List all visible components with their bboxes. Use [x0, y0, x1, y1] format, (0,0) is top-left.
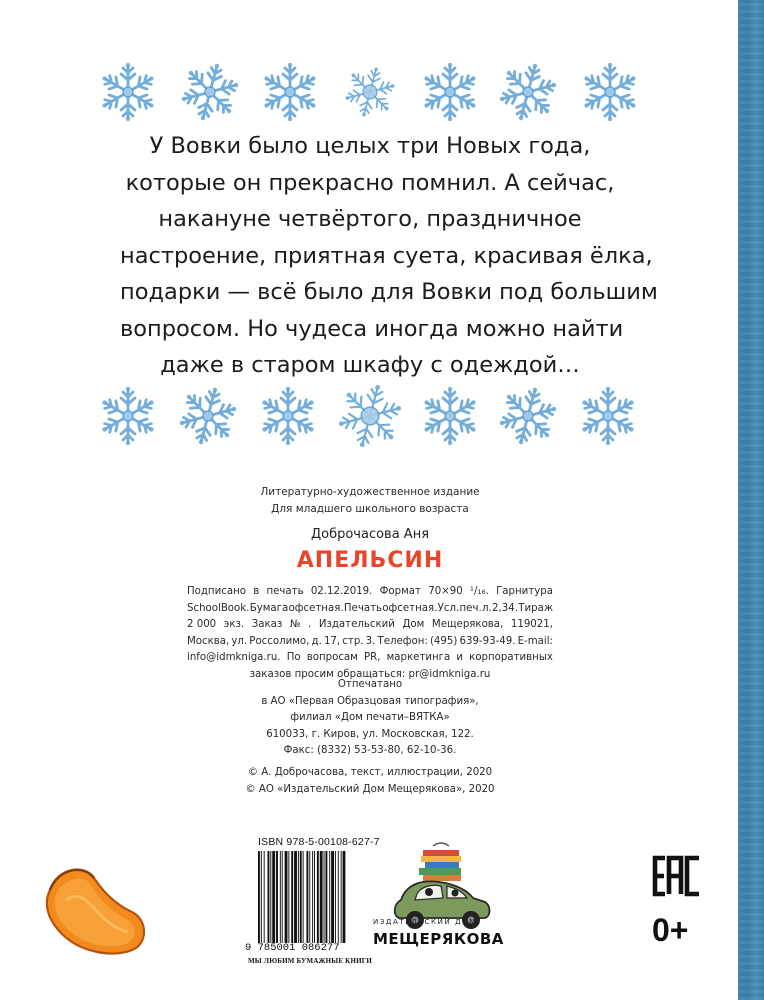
copyright-block	[200, 765, 540, 798]
imprint-word: Гарнитура	[496, 586, 553, 597]
barcode-bar	[306, 851, 308, 943]
imprint-word: стр.	[342, 635, 364, 647]
imprint-line	[187, 584, 553, 601]
imprint-word: Телефон:	[377, 635, 428, 647]
publisher-subtitle: ИЗДАТЕЛЬСКИЙ ДОМ	[373, 918, 477, 926]
blurb-line: которые он прекрасно помнил. А сейчас,	[125, 169, 615, 196]
imprint-word: 17,	[323, 635, 341, 647]
blurb-line: подарки — всё было для Вовки под большим	[120, 279, 658, 305]
spine-texture	[738, 0, 764, 1000]
copyright-line: © АО «Издательский Дом Мещерякова», 2020	[245, 783, 495, 795]
imprint-word: Заказ	[251, 619, 283, 631]
imprint-word: 3.	[365, 635, 376, 647]
slogan: МЫ ЛЮБИМ БУМАЖНЫЕ КНИГИ	[247, 957, 373, 965]
imprint-word: ¹/₁₆.	[469, 586, 489, 597]
barcode-bar	[258, 851, 260, 943]
age-rating: 0+	[652, 912, 689, 948]
barcode-bar	[343, 851, 346, 943]
snowflake-icon	[420, 386, 480, 446]
imprint-word: (495)	[429, 635, 458, 647]
author-name: Доброчасова Аня	[310, 527, 430, 542]
imprint-word: 2,34.	[492, 602, 518, 614]
imprint-word: офсетная.	[288, 602, 344, 614]
isbn-label: ISBN 978-5-00108-627-7	[258, 836, 380, 848]
imprint-word: офсетная.	[382, 602, 438, 614]
imprint-word: 70×90	[428, 586, 463, 597]
snowflake-icon	[498, 386, 558, 446]
snowflake-icon	[498, 62, 558, 122]
barcode-bar	[325, 851, 327, 943]
imprint-word: экз.	[223, 619, 245, 631]
imprint-word: заказов просим обращаться: pr@idmkniga.ru	[249, 668, 491, 680]
snowflake-icon	[98, 62, 158, 122]
barcode-bar	[285, 851, 288, 943]
imprint-word: 2 000	[187, 619, 217, 631]
blurb-line: настроение, приятная суета, красивая ёлка,	[120, 242, 653, 269]
barcode-bar	[276, 851, 278, 943]
snowflake-icon	[337, 383, 403, 449]
barcode-bar	[280, 851, 281, 943]
imprint-word: в	[253, 586, 260, 597]
printer-info	[200, 677, 540, 760]
imprint-block	[187, 584, 553, 684]
imprint-word: .	[308, 619, 312, 631]
printer-line: 610033, г. Киров, ул. Московская, 122.	[266, 728, 474, 740]
printer-line: Отпечатано	[337, 679, 403, 690]
publisher-name: МЕЩЕРЯКОВА	[373, 930, 504, 948]
snowflake-icon	[98, 386, 158, 446]
imprint-word: 119021,	[510, 619, 553, 631]
barcode-bar	[314, 851, 315, 943]
imprint-line	[187, 650, 553, 667]
barcode	[258, 851, 371, 943]
imprint-word: 02.12.2019.	[310, 586, 373, 597]
barcode-bar	[288, 851, 289, 943]
barcode-bar	[261, 851, 262, 943]
printer-line: Факс: (8332) 53-53-80, 62-10-36.	[283, 745, 457, 756]
barcode-bar	[303, 851, 304, 943]
imprint-line	[187, 601, 553, 618]
barcode-bar	[268, 851, 270, 943]
imprint-word: л.	[482, 602, 492, 614]
barcode-bar	[320, 851, 323, 943]
imprint-word: печ.	[459, 602, 482, 614]
blurb-line: даже в старом шкафу с одеждой…	[160, 352, 580, 378]
snowflake-icon	[258, 386, 318, 446]
barcode-bar	[335, 851, 336, 943]
imprint-word: маркетинга	[386, 652, 451, 664]
imprint-line	[187, 617, 553, 634]
edition-type: Литературно-художественное издание	[260, 486, 480, 498]
imprint-word: Подписано	[187, 586, 246, 597]
imprint-word: PR,	[364, 652, 381, 664]
barcode-bar	[309, 851, 310, 943]
printer-line: филиал «Дом печати–ВЯТКА»	[290, 712, 450, 723]
blurb-line: У Вовки было целых три Новых года,	[149, 133, 591, 159]
imprint-word: №	[289, 619, 301, 631]
barcode-bar	[264, 851, 265, 943]
snowflake-icon	[578, 386, 638, 446]
barcode-bar	[341, 851, 342, 943]
imprint-word: info@idmkniga.ru.	[187, 652, 281, 664]
barcode-bar	[312, 851, 313, 943]
barcode-bar	[291, 851, 293, 943]
imprint-word: Тираж	[518, 602, 553, 614]
imprint-word: корпоративных	[469, 652, 553, 664]
imprint-line	[187, 634, 553, 651]
imprint-word: 639-93-49.	[459, 635, 516, 647]
imprint-word: Мещерякова,	[431, 619, 504, 631]
barcode-bar	[338, 851, 339, 943]
imprint-word: Дом	[402, 619, 425, 631]
barcode-bar	[282, 851, 283, 943]
book-title: АПЕЛЬСИН	[296, 548, 444, 573]
printer-line: в АО «Первая Образцовая типография»,	[261, 695, 479, 707]
barcode-bar	[270, 851, 271, 943]
orange-slice-illustration	[36, 860, 154, 960]
imprint-word: Издательский	[318, 619, 395, 631]
snowflake-row-bottom	[0, 376, 764, 456]
snowflake-icon	[178, 386, 238, 446]
imprint-word: Россолимо,	[249, 635, 310, 647]
blurb-line: вопросом. Но чудеса иногда можно найти	[120, 315, 624, 342]
snowflake-icon	[260, 62, 320, 122]
snowflake-icon	[180, 62, 240, 122]
imprint-word: Усл.	[437, 602, 460, 614]
barcode-digits: 9 785001 086277	[245, 942, 340, 954]
blurb-line: накануне четвёртого, праздничное	[158, 206, 582, 232]
barcode-bar	[324, 851, 325, 943]
snowflake-icon	[580, 62, 640, 122]
imprint-word: д.	[311, 635, 322, 647]
imprint-word: и	[456, 652, 464, 664]
snowflake-icon	[420, 62, 480, 122]
imprint-word: По	[286, 652, 301, 664]
barcode-bar	[294, 851, 297, 943]
imprint-word: SchoolBook.	[187, 602, 250, 614]
imprint-word: Москва,	[187, 635, 230, 647]
imprint-word: ул.	[231, 635, 248, 647]
imprint-word: вопросам	[306, 652, 358, 664]
eac-mark-icon	[652, 852, 702, 900]
barcode-bar	[300, 851, 302, 943]
snowflake-icon	[344, 66, 396, 118]
imprint-word: E-mail:	[517, 635, 553, 647]
barcode-bar	[272, 851, 275, 943]
imprint-word: Бумага	[249, 602, 289, 614]
barcode-bar	[329, 851, 330, 943]
imprint-word: печать	[266, 586, 304, 597]
imprint-word: Формат	[379, 586, 421, 597]
barcode-bar	[298, 851, 299, 943]
snowflake-row-top	[0, 52, 764, 132]
barcode-bar	[317, 851, 319, 943]
age-group: Для младшего школьного возраста	[271, 503, 469, 515]
barcode-bar	[331, 851, 334, 943]
copyright-line: © А. Доброчасова, текст, иллюстрации, 2020	[247, 767, 493, 778]
book-blurb	[120, 128, 658, 384]
imprint-word: Печать	[343, 602, 383, 614]
